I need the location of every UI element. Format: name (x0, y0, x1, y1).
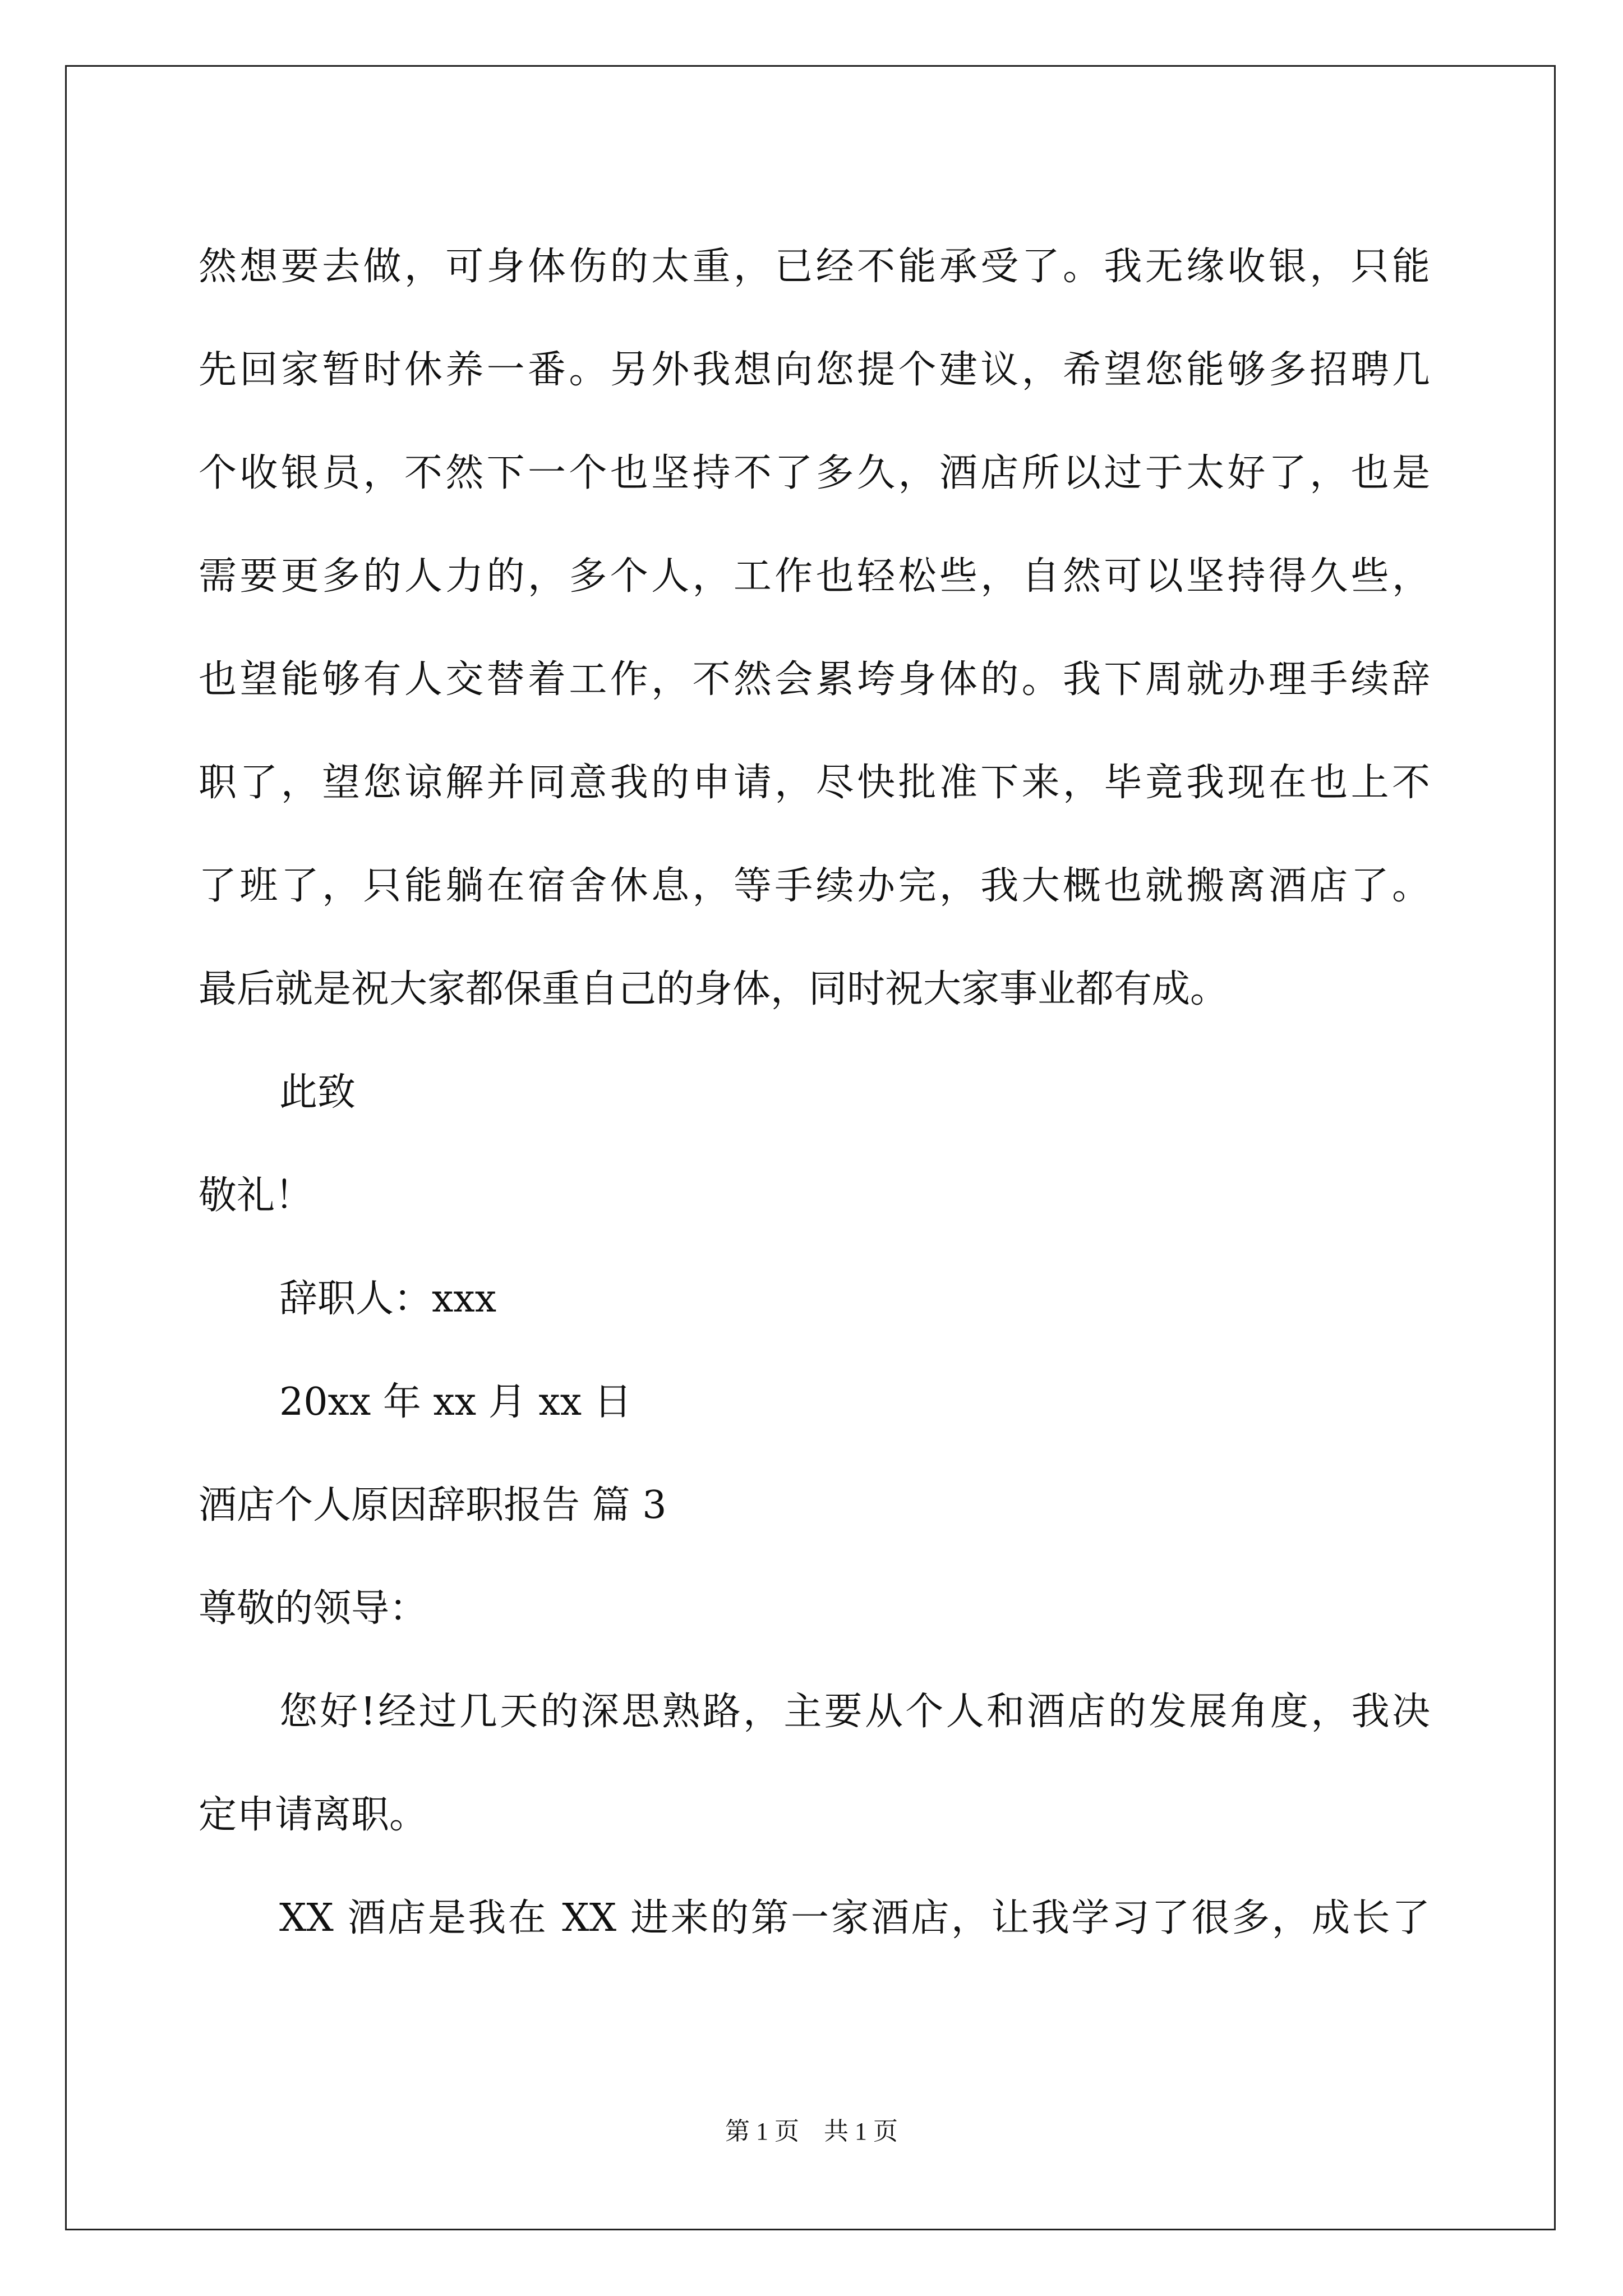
page-footer (0, 2115, 1623, 2148)
body-line: 个收银员，不然下一个也坚持不了多久，酒店所以过于太好了，也是 (199, 451, 1430, 495)
body-line: XX 酒店是我在 XX 进来的第一家酒店，让我学习了很多，成长了 (279, 1896, 1430, 1940)
page-total: 共 1 页 (824, 2118, 898, 2145)
signature-name: 辞职人：xxx (279, 1277, 497, 1321)
body-line: 定申请离职。 (199, 1793, 428, 1837)
body-line: 职了，望您谅解并同意我的申请，尽快批准下来，毕竟我现在也上不 (199, 761, 1430, 805)
letter-greeting: 尊敬的领导： (199, 1586, 428, 1631)
body-line: 最后就是祝大家都保重自己的身体，同时祝大家事业都有成。 (199, 967, 1229, 1011)
signature-date: 20xx 年 xx 月 xx 日 (279, 1380, 632, 1424)
body-line: 然想要去做，可身体伤的太重，已经不能承受了。我无缘收银，只能 (199, 245, 1430, 289)
body-line: 您好!经过几天的深思熟路，主要从个人和酒店的发展角度，我决 (279, 1690, 1430, 1734)
body-line: 也望能够有人交替着工作，不然会累垮身体的。我下周就办理手续辞 (199, 657, 1430, 702)
closing-regards: 敬礼！ (199, 1174, 313, 1218)
body-line: 了班了，只能躺在宿舍休息，等手续办完，我大概也就搬离酒店了。 (199, 864, 1430, 908)
body-line: 需要更多的人力的，多个人，工作也轻松些，自然可以坚持得久些， (199, 554, 1430, 599)
closing-salutation: 此致 (279, 1070, 356, 1115)
body-line: 先回家暂时休养一番。另外我想向您提个建议，希望您能够多招聘几 (199, 348, 1430, 392)
section-title: 酒店个人原因辞职报告 篇 3 (199, 1483, 667, 1527)
document-body (199, 215, 1430, 1970)
page-number: 第 1 页 (725, 2118, 799, 2145)
